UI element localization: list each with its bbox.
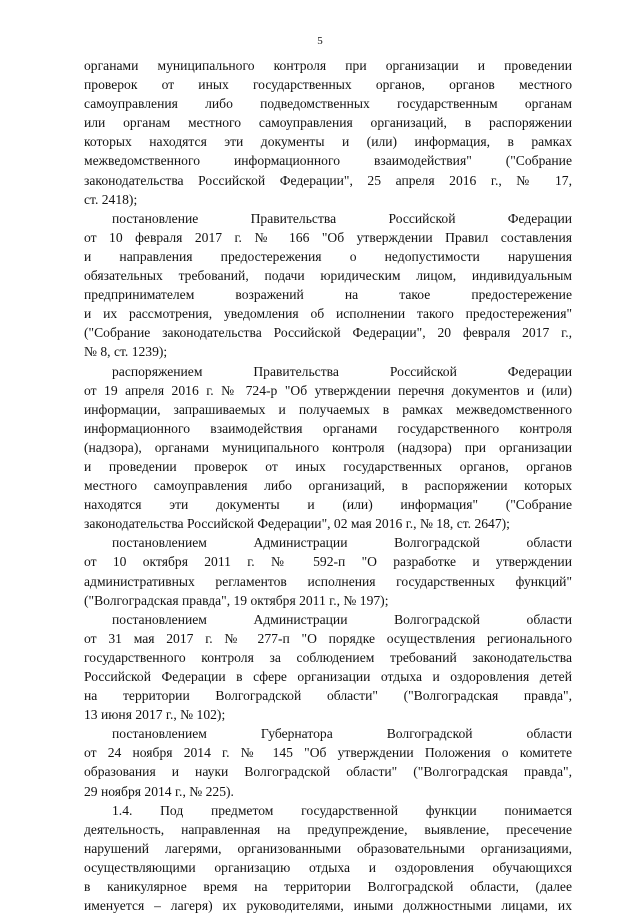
text-line: осуществляющими организацию отдыха и оздоровления обучающихся — [84, 859, 572, 875]
paragraph — [84, 362, 572, 534]
text-line: от 10 февраля 2017 г. № 166 "Об утверждении Правил составления — [84, 229, 572, 245]
paragraph — [84, 724, 572, 800]
text-line: от 10 октября 2011 г. № 592-п "О разработке и утверждении — [84, 554, 572, 570]
text-line: от 19 апреля 2016 г. № 724-р "Об утверждении перечня документов и (или) — [84, 382, 572, 398]
page-number: 5 — [317, 35, 323, 47]
text-line: органами муниципального контроля при организации и проведении — [84, 58, 572, 73]
text-line: и их рассмотрения, уведомления об исполнении такого предостережения" — [84, 306, 572, 322]
text-line: образования и науки Волгоградской области" ("Волгоградская правда", — [84, 764, 572, 780]
text-line: и проведении проверок от иных государственных органов, органов — [84, 458, 572, 474]
text-line: самоуправления либо подведомственных государственным органам — [84, 96, 572, 112]
text-line: 13 июня 2017 г., № 102); — [84, 707, 226, 723]
text-line: или органам местного самоуправления организаций, в распоряжении — [84, 115, 572, 131]
paragraph — [84, 209, 572, 362]
text-line: и направления предостережения о недопустимости нарушения — [84, 248, 572, 264]
text-line: ("Волгоградская правда", 19 октября 2011 г., № 197); — [84, 592, 389, 608]
text-line: проверок от иных государственных органов, органов местного — [84, 77, 572, 93]
paragraph — [84, 610, 572, 725]
paragraph — [84, 533, 572, 609]
text-line: информационного взаимодействия органами государственного контроля — [84, 420, 572, 436]
text-line: (надзора), органами муниципального контроля (надзора) при организации — [84, 439, 572, 455]
text-line: именуется – лагеря) их руководителями, иными должностными лицами, их — [84, 898, 572, 914]
text-line: находятся эти документы и (или) информация" ("Собрание — [84, 497, 572, 513]
text-line: от 24 ноября 2014 г. № 145 "Об утверждении Положения о комитете — [84, 745, 572, 761]
paragraph — [84, 801, 572, 915]
text-line: законодательства Российской Федерации", 02 мая 2016 г., № 18, ст. 2647); — [84, 516, 510, 532]
paragraph — [84, 56, 572, 209]
text-line: в каникулярное время на территории Волгоградской области, (далее — [84, 879, 572, 895]
text-line: Российской Федерации в сфере организации отдыха и оздоровления детей — [84, 669, 572, 684]
text-line: постановлением Администрации Волгоградской области — [112, 535, 572, 551]
text-line: информации, запрашиваемых и получаемых в рамках межведомственного — [84, 401, 572, 417]
text-line: законодательства Российской Федерации", 25 апреля 2016 г., № 17, — [84, 172, 572, 188]
text-line: которых находятся эти документы и (или) информация, в рамках — [84, 134, 572, 150]
text-line: ст. 2418); — [84, 191, 138, 207]
text-line: государственного контроля за соблюдением требований законодательства — [84, 649, 572, 665]
text-line: № 8, ст. 1239); — [84, 344, 168, 360]
document-body — [84, 56, 572, 915]
text-line: нарушений лагерями, организованными образовательными организациями, — [84, 840, 572, 856]
text-line: постановление Правительства Российской Федерации — [112, 210, 572, 226]
text-line: постановлением Губернатора Волгоградской области — [112, 726, 572, 742]
text-line: местного самоуправления либо организаций, в распоряжении которых — [84, 478, 572, 494]
text-line: обязательных требований, подачи юридическим лицом, индивидуальным — [84, 268, 572, 284]
text-line: предпринимателем возражений на такое предостережение — [84, 287, 572, 303]
text-line: распоряжением Правительства Российской Федерации — [112, 363, 572, 379]
text-line: от 31 мая 2017 г. № 277-п "О порядке осуществления регионального — [84, 630, 572, 646]
text-line: 29 ноября 2014 г., № 225). — [84, 783, 234, 799]
text-line: межведомственного информационного взаимодействия" ("Собрание — [84, 153, 572, 169]
text-line: постановлением Администрации Волгоградской области — [112, 611, 572, 627]
text-line: ("Собрание законодательства Российской Федерации", 20 февраля 2017 г., — [84, 325, 572, 341]
text-line: на территории Волгоградской области" ("Волгоградская правда", — [84, 688, 572, 704]
text-line: деятельность, направленная на предупреждение, выявление, пресечение — [84, 821, 572, 837]
text-line: административных регламентов исполнения государственных функций" — [84, 573, 572, 589]
text-line: 1.4. Под предметом государственной функции понимается — [112, 802, 572, 818]
